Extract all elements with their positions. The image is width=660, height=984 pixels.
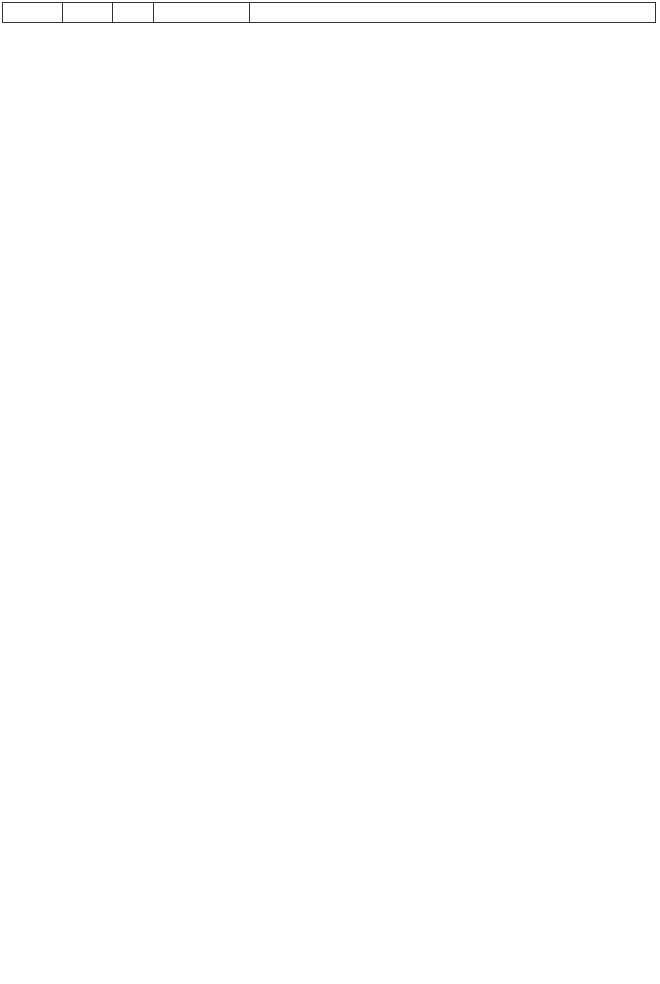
header-content — [250, 3, 656, 23]
schedule-table-1 — [2, 2, 656, 23]
schedule-body-1 — [3, 3, 656, 23]
header-subject — [154, 3, 250, 23]
header-row — [3, 3, 656, 23]
header-time — [113, 3, 154, 23]
header-day — [3, 3, 63, 23]
header-class — [63, 3, 113, 23]
